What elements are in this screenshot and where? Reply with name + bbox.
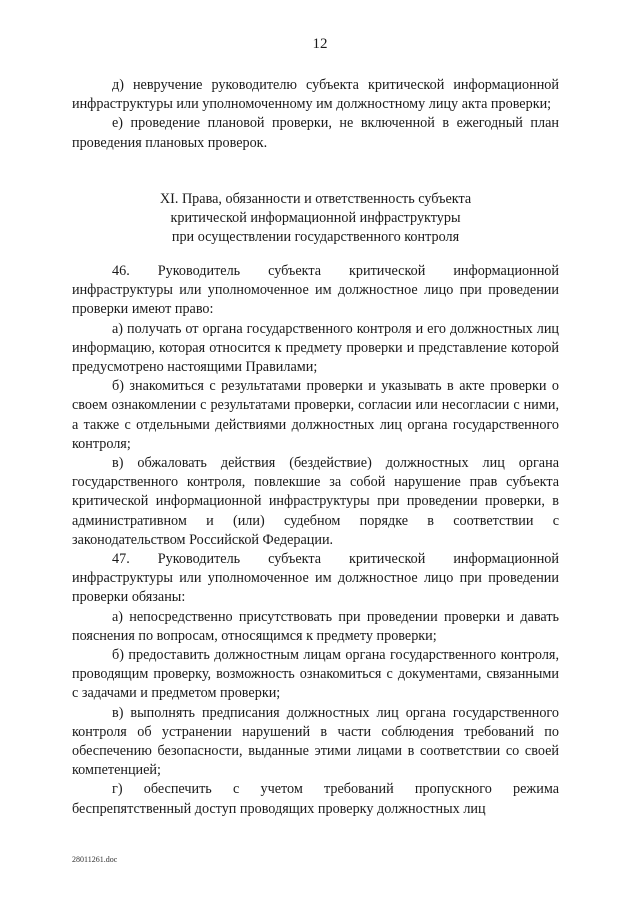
paragraph: в) выполнять предписания должностных лиц органа государственного контроля об устранении нарушений в части соблюдения требований по обеспечению безопасности, выданные этими лицами в соответствии со своей компетенцией; [72,704,559,779]
section-body [72,262,559,819]
paragraph: д) невручение руководителю субъекта критической информационной инфраструктуры или уполномоченному им должностному лицу акта проверки; [72,77,559,113]
page-number: 12 [312,36,328,52]
paragraph: б) предоставить должностным лицам органа государственного контроля, проводящим проверку, возможность ознакомиться с документами, связанными с задачами и предметом проверки; [72,647,559,702]
paragraph: г) обеспечить с учетом требований пропускного режима беспрепятственный доступ проводящих проверку должностных лиц [72,781,559,817]
paragraph: 46. Руководитель субъекта критической информационной инфраструктуры или уполномоченное им должностное лицо при проведении проверки имеют право: [72,263,559,318]
document-file-reference: 28011261.doc [72,855,118,864]
paragraph: б) знакомиться с результатами проверки и указывать в акте проверки о своем ознакомлении с результатами проверки, согласии или несогласии с ними, а также с отдельными действиями должностных лиц органа государственного контроля; [72,378,559,452]
paragraph: 47. Руководитель субъекта критической информационной инфраструктуры или уполномоченное им должностное лицо при проведении проверки обязаны: [72,551,559,606]
paragraph: е) проведение плановой проверки, не включенной в ежегодный план проведения плановых проверок. [72,115,559,151]
section-heading-line: XI. Права, обязанности и ответственность субъекта [159,191,472,207]
section-heading-line: критической информационной инфраструктуры [170,210,461,227]
section-heading [72,190,559,248]
top-paragraphs [72,76,559,153]
paragraph: в) обжаловать действия (бездействие) должностных лиц органа государственного контроля, повлекшие за собой нарушение прав субъекта критической информационной инфраструктуры при проведении проверки, в административном и (или) судебном порядке в соответствии с законодательством Российской Федерации. [72,455,559,548]
paragraph: а) получать от органа государственного контроля и его должностных лиц информацию, которая относится к предмету проверки и представление которой предусмотрено настоящими Правилами; [72,320,559,376]
section-heading-line: при осуществлении государственного контроля [171,229,460,246]
paragraph: а) непосредственно присутствовать при проведении проверки и давать пояснения по вопросам, относящимся к предмету проверки; [72,608,559,644]
